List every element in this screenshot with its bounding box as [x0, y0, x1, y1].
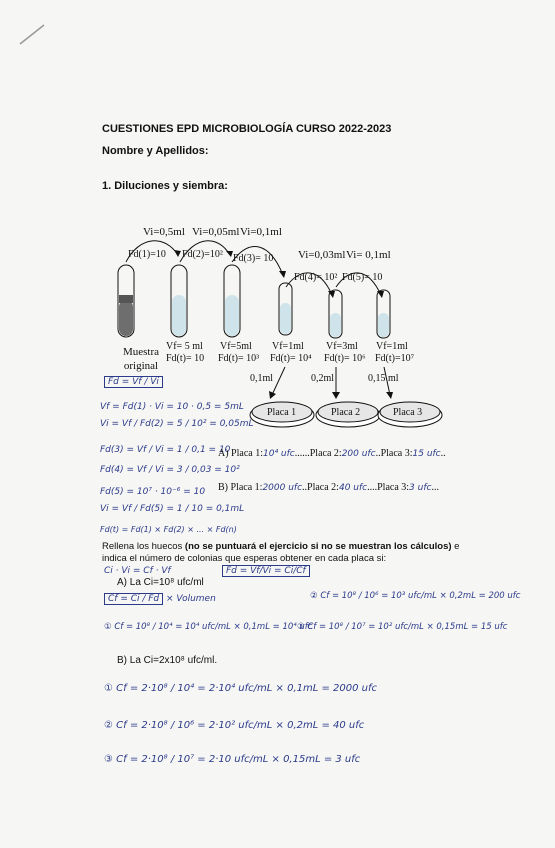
answer-a-plate2: 200 ufc [341, 449, 376, 459]
tube-fd-5: Fd(t)=10⁷ [375, 353, 415, 364]
tube-vf-4: Vf=3ml [326, 341, 358, 352]
answer-a-plate1: 10⁴ ufc [263, 449, 295, 459]
plate-label-1: Placa 1 [267, 407, 297, 418]
answer-b-suffix: ... [431, 482, 439, 493]
tube-0 [118, 265, 134, 337]
plate-volume-2: 0,2ml [311, 373, 335, 384]
fd-formula-box: Fd = Vf / Vi [104, 376, 163, 388]
calc-line-1: Vf = Fd(1) · Vi = 10 · 0,5 = 5mL [100, 402, 244, 412]
calc-line-6: Vi = Vf / Fd(5) = 1 / 10 = 0,1mL [100, 504, 245, 514]
vi-label-3: Vi=0,1ml [240, 226, 282, 238]
page-title: CUESTIONES EPD MICROBIOLOGÍA CURSO 2022-2023 [102, 123, 392, 135]
calc-line-3: Fd(3) = Vf / Vi = 1 / 0,1 = 10 [100, 445, 231, 455]
tube-vf-3: Vf=1ml [272, 341, 304, 352]
tube-1 [171, 265, 187, 337]
tube-5 [377, 290, 390, 338]
answer-b-mid1: ..Placa 2: [302, 482, 339, 493]
vi-label-4: Vi=0,03ml [298, 249, 346, 261]
answer-row-a [218, 448, 446, 459]
answer-row-b [218, 482, 439, 493]
tube-label-original: Muestra original [122, 346, 160, 372]
instructions-line-2: indica el número de colonias que esperas obtener en cada placa si: [102, 553, 387, 564]
part-b-calc-3: ③ Cf = 2·10⁸ / 10⁷ = 2·10 ufc/mL × 0,15mL = 3 ufc [104, 754, 361, 765]
conservation-formula: Ci · Vi = Cf · Vf [104, 566, 171, 576]
tube-4 [329, 290, 342, 338]
ratio-formula-box: Fd = Vf/Vi = Ci/Cf [222, 565, 310, 577]
pencil-mark [18, 22, 48, 46]
part-b-label: B) La Ci=2x10⁸ ufc/ml. [117, 655, 218, 666]
plate-volume-3: 0,15 ml [368, 373, 399, 384]
calc-line-4: Fd(4) = Vf / Vi = 3 / 0,03 = 10² [100, 465, 240, 475]
tube-vf-5: Vf=1ml [376, 341, 408, 352]
cf-formula-box: Cf = Ci / Fd [104, 593, 163, 605]
instructions-text-bold: (no se puntuará el ejercicio si no se muestran los cálculos) [184, 541, 452, 552]
part-a-calc-1: ① Cf = 10⁸ / 10⁴ = 10⁴ ufc/mL × 0,1mL = 10⁴ ufc [104, 622, 313, 632]
fd-label-1: Fd(1)=10 [128, 249, 166, 260]
tube-2 [224, 265, 240, 337]
part-a-calc-3: ③ Cf = 10⁸ / 10⁷ = 10² ufc/mL × 0,15mL = 15 ufc [297, 622, 508, 632]
plate-volume-1: 0,1ml [250, 373, 274, 384]
instructions-line-1 [102, 541, 459, 552]
answer-a-mid2: ..Placa 3: [375, 448, 413, 459]
part-a-label: A) La Ci=10⁸ ufc/ml [117, 577, 204, 588]
tube-3 [279, 283, 292, 335]
plate-label-2: Placa 2 [331, 407, 361, 418]
dilution-diagram [100, 215, 520, 430]
answer-a-prefix: A) Placa 1: [218, 448, 263, 459]
fd-label-4: Fd(4)= 10² [294, 272, 338, 283]
calc-line-7: Fd(t) = Fd(1) × Fd(2) × ... × Fd(n) [100, 525, 237, 534]
cf-formula [104, 594, 216, 604]
answer-a-suffix: .. [440, 448, 446, 459]
answer-a-mid1: ......Placa 2: [294, 448, 342, 459]
part-a-calc-2: ② Cf = 10⁸ / 10⁶ = 10³ ufc/mL × 0,2mL = 200 ufc [310, 591, 521, 601]
vi-label-1: Vi=0,5ml [143, 226, 185, 238]
answer-b-mid2: ....Placa 3: [367, 482, 410, 493]
plate-label-3: Placa 3 [393, 407, 423, 418]
cf-formula-volume: × Volumen [166, 594, 216, 604]
answer-b-plate3: 3 ufc [409, 483, 432, 493]
instructions-text-c: e [451, 541, 460, 552]
calc-line-2: Vi = Vf / Fd(2) = 5 / 10² = 0,05mL [100, 419, 254, 429]
tube-vf-1: Vf= 5 ml [166, 341, 203, 352]
instructions-text-a: Rellena los huecos [102, 541, 185, 552]
tube-fd-1: Fd(t)= 10 [166, 353, 205, 364]
tube-fd-3: Fd(t)= 10⁴ [270, 353, 312, 364]
answer-b-plate1: 2000 ufc [262, 483, 303, 493]
tube-fd-2: Fd(t)= 10³ [218, 353, 260, 364]
answer-b-plate2: 40 ufc [338, 483, 368, 493]
calc-line-5: Fd(5) = 10⁷ · 10⁻⁶ = 10 [100, 487, 206, 497]
name-label: Nombre y Apellidos: [102, 145, 209, 157]
tube-vf-2: Vf=5ml [220, 341, 252, 352]
tube-fd-4: Fd(t)= 10⁶ [324, 353, 366, 364]
answer-b-prefix: B) Placa 1: [218, 482, 263, 493]
part-b-calc-2: ② Cf = 2·10⁸ / 10⁶ = 2·10² ufc/mL × 0,2mL = 40 ufc [104, 720, 365, 731]
fd-label-2: Fd(2)=10² [182, 249, 223, 260]
vi-label-2: Vi=0,05ml [192, 226, 240, 238]
fd-label-3: Fd(3)= 10 [233, 253, 274, 264]
fd-label-5: Fd(5)= 10 [342, 272, 383, 283]
part-b-calc-1: ① Cf = 2·10⁸ / 10⁴ = 2·10⁴ ufc/mL × 0,1mL = 2000 ufc [104, 683, 378, 694]
vi-label-5: Vi= 0,1ml [346, 249, 391, 261]
section-heading: 1. Diluciones y siembra: [102, 180, 228, 192]
answer-a-plate3: 15 ufc [412, 449, 441, 459]
